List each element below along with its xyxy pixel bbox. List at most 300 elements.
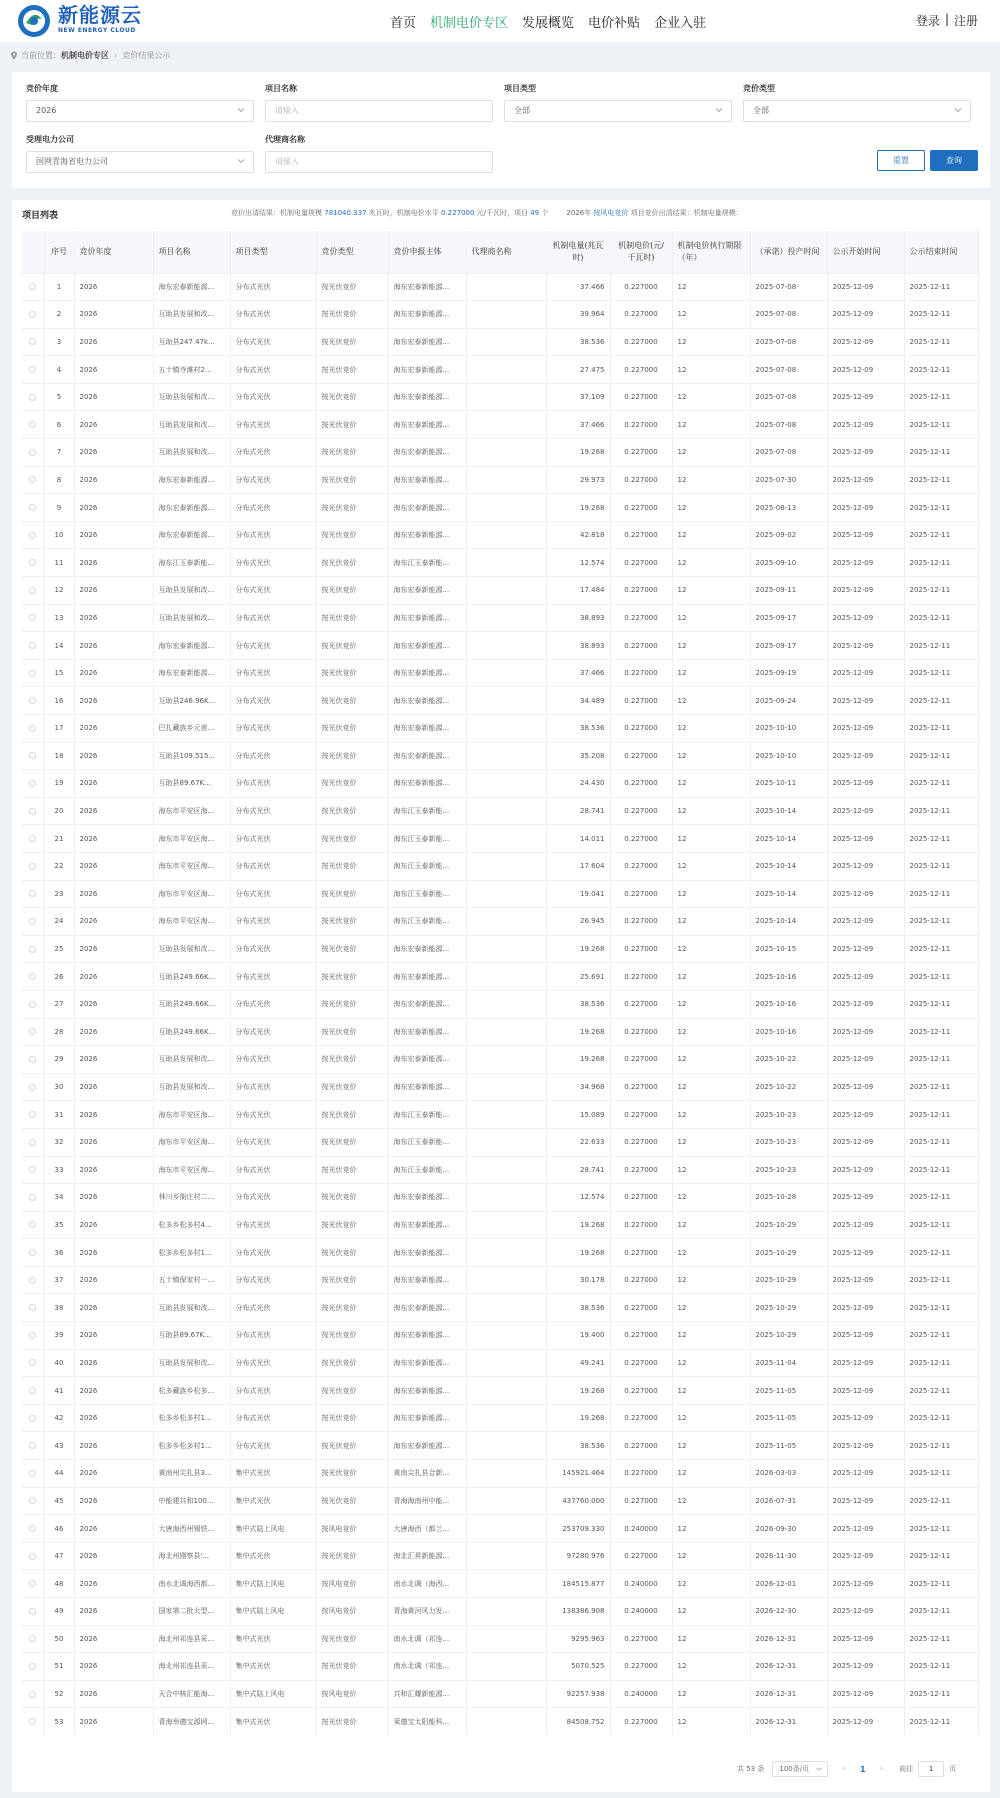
breadcrumb-prefix: 当前位置： xyxy=(21,51,61,60)
table-header: 机制电价执行期限（年） xyxy=(672,231,750,273)
table-row[interactable] xyxy=(22,1460,978,1488)
cell-row-index: 9 xyxy=(44,494,74,522)
summary-wind-link[interactable]: 按风电竞价 xyxy=(593,209,629,217)
cell-project-type: 分布式光伏 xyxy=(230,1432,316,1460)
table-row[interactable] xyxy=(22,356,978,384)
table-row[interactable] xyxy=(22,1073,978,1101)
cell-publicity-start: 2025-12-09 xyxy=(827,990,904,1018)
row-radio-cell xyxy=(22,1460,44,1488)
cell-publicity-end: 2025-12-11 xyxy=(904,659,978,687)
row-radio-icon[interactable] xyxy=(29,394,36,401)
row-radio-icon[interactable] xyxy=(29,808,36,815)
cell-mechanism-energy: 145921.464 xyxy=(546,1460,610,1488)
cell-project-name: 互助县发展和改... xyxy=(153,604,230,632)
cell-execution-period: 12 xyxy=(672,1266,750,1294)
row-radio-icon[interactable] xyxy=(29,421,36,428)
cell-row-index: 15 xyxy=(44,659,74,687)
row-radio-icon[interactable] xyxy=(29,918,36,925)
cell-bid-applicant: 大唐海西（都兰... xyxy=(388,1515,466,1543)
cell-bid-year: 2026 xyxy=(74,742,153,770)
row-radio-icon[interactable] xyxy=(29,1415,36,1422)
cell-bid-type: 按光伏竞价 xyxy=(316,273,388,301)
location-pin-icon xyxy=(10,51,18,60)
row-radio-icon[interactable] xyxy=(29,946,36,953)
cell-execution-period: 12 xyxy=(672,604,750,632)
cell-publicity-end: 2025-12-11 xyxy=(904,770,978,798)
agent-name-input[interactable]: 请输入 xyxy=(265,151,493,173)
cell-project-name: 海东市平安区海... xyxy=(153,852,230,880)
breadcrumb-current[interactable]: 机制电价专区 xyxy=(61,51,109,60)
cell-mechanism-price: 0.227000 xyxy=(610,466,672,494)
bid-type-select-value: 全部 xyxy=(753,106,769,115)
row-radio-icon[interactable] xyxy=(29,1470,36,1477)
row-radio-icon[interactable] xyxy=(29,338,36,345)
row-radio-icon[interactable] xyxy=(29,1001,36,1008)
row-radio-cell xyxy=(22,852,44,880)
row-radio-icon[interactable] xyxy=(29,311,36,318)
new-energy-cloud-logo[interactable] xyxy=(16,3,52,39)
table-row[interactable] xyxy=(22,935,978,963)
pagination xyxy=(737,1761,956,1777)
cell-mechanism-energy: 5070.525 xyxy=(546,1653,610,1681)
cell-bid-applicant: 海东宏泰新能源... xyxy=(388,521,466,549)
cell-bid-year: 2026 xyxy=(74,825,153,853)
cell-mechanism-energy: 49.241 xyxy=(546,1349,610,1377)
cell-agent-name xyxy=(466,1377,546,1405)
cell-project-type: 分布式光伏 xyxy=(230,356,316,384)
prev-page-button[interactable]: ‹ xyxy=(842,1764,846,1774)
row-radio-icon[interactable] xyxy=(29,1442,36,1449)
cell-bid-year: 2026 xyxy=(74,1377,153,1405)
project-type-select-value: 全部 xyxy=(514,106,530,115)
row-radio-icon[interactable] xyxy=(29,890,36,897)
row-radio-icon[interactable] xyxy=(29,1663,36,1670)
row-radio-icon[interactable] xyxy=(29,973,36,980)
row-radio-cell xyxy=(22,577,44,605)
cell-execution-period: 12 xyxy=(672,1653,750,1681)
cell-mechanism-energy: 26.945 xyxy=(546,908,610,936)
cell-bid-year: 2026 xyxy=(74,632,153,660)
cell-agent-name xyxy=(466,1653,546,1681)
table-row[interactable] xyxy=(22,963,978,991)
row-radio-icon[interactable] xyxy=(29,697,36,704)
table-row[interactable] xyxy=(22,1101,978,1129)
table-row[interactable] xyxy=(22,411,978,439)
row-radio-cell xyxy=(22,273,44,301)
cell-project-type: 分布式光伏 xyxy=(230,1322,316,1350)
login-link[interactable]: 登录 xyxy=(915,14,940,28)
row-radio-icon[interactable] xyxy=(29,1691,36,1698)
row-radio-icon[interactable] xyxy=(29,1166,36,1173)
row-radio-icon[interactable] xyxy=(29,559,36,566)
main-nav xyxy=(390,12,720,31)
cell-bid-year: 2026 xyxy=(74,383,153,411)
cell-execution-period: 12 xyxy=(672,494,750,522)
cell-project-type: 分布式光伏 xyxy=(230,549,316,577)
row-radio-icon[interactable] xyxy=(29,1277,36,1284)
row-radio-icon[interactable] xyxy=(29,283,36,290)
cell-publicity-end: 2025-12-11 xyxy=(904,273,978,301)
table-row[interactable] xyxy=(22,742,978,770)
table-row[interactable] xyxy=(22,1322,978,1350)
table-row[interactable] xyxy=(22,880,978,908)
row-radio-icon[interactable] xyxy=(29,1718,36,1725)
nav-mechanism-price-zone[interactable]: 机制电价专区 xyxy=(430,16,509,31)
cell-bid-year: 2026 xyxy=(74,770,153,798)
cell-agent-name xyxy=(466,990,546,1018)
row-radio-icon[interactable] xyxy=(29,780,36,787)
cell-bid-type: 按光伏竞价 xyxy=(316,383,388,411)
cell-mechanism-energy: 37.109 xyxy=(546,383,610,411)
cell-row-index: 22 xyxy=(44,852,74,880)
cell-operation-date: 2025-07-08 xyxy=(750,273,827,301)
table-row[interactable] xyxy=(22,908,978,936)
query-button[interactable]: 查询 xyxy=(930,150,978,171)
cell-publicity-start: 2025-12-09 xyxy=(827,742,904,770)
table-row[interactable] xyxy=(22,1184,978,1212)
next-page-button[interactable]: › xyxy=(879,1764,884,1774)
reset-button[interactable]: 重置 xyxy=(877,150,925,171)
cell-bid-type: 按光伏竞价 xyxy=(316,521,388,549)
cell-publicity-end: 2025-12-11 xyxy=(904,1432,978,1460)
cell-operation-date: 2025-07-08 xyxy=(750,356,827,384)
table-row[interactable] xyxy=(22,1515,978,1543)
project-name-input[interactable]: 请输入 xyxy=(265,100,493,122)
cell-publicity-start: 2025-12-09 xyxy=(827,963,904,991)
cell-bid-year: 2026 xyxy=(74,935,153,963)
filter-year-label: 竞价年度 xyxy=(26,84,58,93)
table-row[interactable] xyxy=(22,1653,978,1681)
cell-bid-type: 按光伏竞价 xyxy=(316,990,388,1018)
row-radio-icon[interactable] xyxy=(29,835,36,842)
cell-mechanism-energy: 34.968 xyxy=(546,1073,610,1101)
row-radio-icon[interactable] xyxy=(29,587,36,594)
brand-name-en: NEW ENERGY CLOUD xyxy=(58,27,136,34)
cell-agent-name xyxy=(466,1598,546,1626)
row-radio-icon[interactable] xyxy=(29,1608,36,1615)
cell-bid-type: 按光伏竞价 xyxy=(316,1266,388,1294)
cell-project-name: 海东宏泰新能源... xyxy=(153,466,230,494)
cell-project-type: 分布式光伏 xyxy=(230,1018,316,1046)
cell-bid-applicant: 海东宏泰新能源... xyxy=(388,1073,466,1101)
cell-bid-applicant: 青海海南州中能... xyxy=(388,1487,466,1515)
cell-bid-applicant: 海东宏泰新能源... xyxy=(388,1239,466,1267)
cell-execution-period: 12 xyxy=(672,577,750,605)
summary-text-1: 竞价出清结果：机制电量规模 xyxy=(231,209,325,217)
page-size-select[interactable] xyxy=(772,1761,828,1777)
row-radio-icon[interactable] xyxy=(29,504,36,511)
nav-home[interactable]: 首页 xyxy=(390,16,417,31)
cell-bid-year: 2026 xyxy=(74,1101,153,1129)
table-row[interactable] xyxy=(22,990,978,1018)
cell-agent-name xyxy=(466,742,546,770)
cell-mechanism-price: 0.227000 xyxy=(610,1156,672,1184)
cell-bid-year: 2026 xyxy=(74,1460,153,1488)
cell-row-index: 33 xyxy=(44,1156,74,1184)
table-header: 公示开始时间 xyxy=(827,231,904,273)
table-row[interactable] xyxy=(22,687,978,715)
cell-project-type: 分布式光伏 xyxy=(230,715,316,743)
cell-agent-name xyxy=(466,1239,546,1267)
row-radio-icon[interactable] xyxy=(29,1635,36,1642)
table-row[interactable] xyxy=(22,1542,978,1570)
table-row[interactable] xyxy=(22,1018,978,1046)
table-row[interactable] xyxy=(22,301,978,329)
cell-execution-period: 12 xyxy=(672,1046,750,1074)
row-radio-icon[interactable] xyxy=(29,670,36,677)
cell-mechanism-price: 0.227000 xyxy=(610,1101,672,1129)
nav-enterprise-entry[interactable]: 企业入驻 xyxy=(654,16,707,31)
table-row[interactable] xyxy=(22,632,978,660)
cell-bid-applicant: 海东江玉泰新能... xyxy=(388,880,466,908)
cell-row-index: 28 xyxy=(44,1018,74,1046)
cell-mechanism-energy: 30.178 xyxy=(546,1266,610,1294)
cell-publicity-start: 2025-12-09 xyxy=(827,1377,904,1405)
cell-execution-period: 12 xyxy=(672,328,750,356)
table-row[interactable] xyxy=(22,466,978,494)
table-row[interactable] xyxy=(22,273,978,301)
row-radio-icon[interactable] xyxy=(29,1111,36,1118)
table-row[interactable] xyxy=(22,770,978,798)
cell-execution-period: 12 xyxy=(672,1542,750,1570)
table-row[interactable] xyxy=(22,1570,978,1598)
row-radio-icon[interactable] xyxy=(29,1387,36,1394)
cell-bid-applicant: 海东宏泰新能源... xyxy=(388,1404,466,1432)
cell-mechanism-price: 0.227000 xyxy=(610,1432,672,1460)
cell-mechanism-price: 0.227000 xyxy=(610,1184,672,1212)
cell-agent-name xyxy=(466,439,546,467)
cell-bid-applicant: 海东宏泰新能源... xyxy=(388,439,466,467)
bid-type-select[interactable] xyxy=(743,100,971,122)
goto-page-input[interactable]: 1 xyxy=(918,1761,944,1777)
cell-publicity-start: 2025-12-09 xyxy=(827,466,904,494)
table-row[interactable] xyxy=(22,1598,978,1626)
table-row[interactable] xyxy=(22,549,978,577)
table-row[interactable] xyxy=(22,1708,978,1736)
brand-name[interactable] xyxy=(58,3,142,35)
row-radio-icon[interactable] xyxy=(29,642,36,649)
cell-operation-date: 2025-11-05 xyxy=(750,1404,827,1432)
cell-publicity-start: 2025-12-09 xyxy=(827,1349,904,1377)
cell-operation-date: 2025-10-15 xyxy=(750,935,827,963)
power-company-select[interactable] xyxy=(26,151,254,173)
cell-project-type: 分布式光伏 xyxy=(230,521,316,549)
table-row[interactable] xyxy=(22,1377,978,1405)
cell-project-name: 互助县发展和改... xyxy=(153,1073,230,1101)
cell-mechanism-price: 0.227000 xyxy=(610,1708,672,1736)
cell-agent-name xyxy=(466,1322,546,1350)
cell-bid-year: 2026 xyxy=(74,604,153,632)
cell-mechanism-energy: 19.268 xyxy=(546,494,610,522)
row-radio-icon[interactable] xyxy=(29,725,36,732)
row-radio-cell xyxy=(22,1653,44,1681)
nav-price-subsidy[interactable]: 电价补贴 xyxy=(588,16,641,31)
table-row[interactable] xyxy=(22,1404,978,1432)
cell-agent-name xyxy=(466,852,546,880)
cell-operation-date: 2025-09-24 xyxy=(750,687,827,715)
row-radio-icon[interactable] xyxy=(29,1084,36,1091)
cell-row-index: 4 xyxy=(44,356,74,384)
cell-publicity-end: 2025-12-11 xyxy=(904,715,978,743)
cell-bid-type: 按光伏竞价 xyxy=(316,852,388,880)
cell-row-index: 46 xyxy=(44,1515,74,1543)
table-row[interactable] xyxy=(22,1128,978,1156)
row-radio-cell xyxy=(22,1018,44,1046)
row-radio-icon[interactable] xyxy=(29,366,36,373)
cell-publicity-start: 2025-12-09 xyxy=(827,1266,904,1294)
cell-mechanism-price: 0.227000 xyxy=(610,328,672,356)
cell-project-type: 集中式陆上风电 xyxy=(230,1598,316,1626)
table-row[interactable] xyxy=(22,1266,978,1294)
row-radio-icon[interactable] xyxy=(29,614,36,621)
auth-links xyxy=(916,12,978,29)
row-radio-icon[interactable] xyxy=(29,1221,36,1228)
row-radio-icon[interactable] xyxy=(29,476,36,483)
cell-mechanism-energy: 9295.963 xyxy=(546,1625,610,1653)
row-radio-icon[interactable] xyxy=(29,449,36,456)
cell-project-name: 海东宏泰新能源... xyxy=(153,659,230,687)
cell-mechanism-price: 0.227000 xyxy=(610,797,672,825)
cell-operation-date: 2025-10-28 xyxy=(750,1184,827,1212)
row-radio-cell xyxy=(22,1266,44,1294)
table-row[interactable] xyxy=(22,852,978,880)
row-radio-icon[interactable] xyxy=(29,863,36,870)
row-radio-icon[interactable] xyxy=(29,1553,36,1560)
cell-mechanism-energy: 97280.976 xyxy=(546,1542,610,1570)
cell-project-type: 集中式光伏 xyxy=(230,1625,316,1653)
table-row[interactable] xyxy=(22,1625,978,1653)
row-radio-icon[interactable] xyxy=(29,1028,36,1035)
cell-publicity-start: 2025-12-09 xyxy=(827,880,904,908)
cell-bid-year: 2026 xyxy=(74,659,153,687)
table-header: 机制电价(元/千瓦时) xyxy=(610,231,672,273)
table-row[interactable] xyxy=(22,439,978,467)
cell-bid-type: 按光伏竞价 xyxy=(316,301,388,329)
table-row[interactable] xyxy=(22,521,978,549)
row-radio-icon[interactable] xyxy=(29,532,36,539)
cell-execution-period: 12 xyxy=(672,1101,750,1129)
table-row[interactable] xyxy=(22,1156,978,1184)
nav-development-overview[interactable]: 发展概览 xyxy=(522,16,575,31)
cell-publicity-end: 2025-12-11 xyxy=(904,549,978,577)
cell-publicity-end: 2025-12-11 xyxy=(904,1598,978,1626)
row-radio-cell xyxy=(22,1349,44,1377)
cell-bid-applicant: 海东宏泰新能源... xyxy=(388,1184,466,1212)
table-row[interactable] xyxy=(22,659,978,687)
cell-mechanism-price: 0.227000 xyxy=(610,1653,672,1681)
table-row[interactable] xyxy=(22,1294,978,1322)
cell-bid-year: 2026 xyxy=(74,494,153,522)
table-row[interactable] xyxy=(22,577,978,605)
cell-bid-year: 2026 xyxy=(74,908,153,936)
row-radio-icon[interactable] xyxy=(29,1304,36,1311)
table-row[interactable] xyxy=(22,383,978,411)
cell-bid-type: 按光伏竞价 xyxy=(316,742,388,770)
cell-mechanism-energy: 28.741 xyxy=(546,797,610,825)
row-radio-icon[interactable] xyxy=(29,1194,36,1201)
summary-text-2: 兆瓦时，机制电价水平 xyxy=(366,209,441,217)
cell-execution-period: 12 xyxy=(672,880,750,908)
cell-mechanism-energy: 38.536 xyxy=(546,1294,610,1322)
cell-agent-name xyxy=(466,383,546,411)
cell-execution-period: 12 xyxy=(672,521,750,549)
row-radio-icon[interactable] xyxy=(29,1359,36,1366)
table-row[interactable] xyxy=(22,1349,978,1377)
table-row[interactable] xyxy=(22,1432,978,1460)
cell-mechanism-energy: 19.268 xyxy=(546,935,610,963)
table-row[interactable] xyxy=(22,1680,978,1708)
cell-row-index: 39 xyxy=(44,1322,74,1350)
chevron-down-icon xyxy=(236,156,246,166)
cell-project-name: 互助县发展和改... xyxy=(153,1046,230,1074)
cell-project-name: 互助县发展和改... xyxy=(153,935,230,963)
table-row[interactable] xyxy=(22,1211,978,1239)
cell-operation-date: 2025-07-08 xyxy=(750,439,827,467)
row-radio-icon[interactable] xyxy=(29,1525,36,1532)
cell-publicity-start: 2025-12-09 xyxy=(827,1598,904,1626)
table-row[interactable] xyxy=(22,328,978,356)
row-radio-icon[interactable] xyxy=(29,1497,36,1504)
cell-execution-period: 12 xyxy=(672,770,750,798)
table-row[interactable] xyxy=(22,825,978,853)
cell-project-name: 海东江玉泰新能... xyxy=(153,549,230,577)
cell-operation-date: 2025-10-10 xyxy=(750,742,827,770)
table-row[interactable] xyxy=(22,1487,978,1515)
row-radio-icon[interactable] xyxy=(29,1139,36,1146)
cell-bid-year: 2026 xyxy=(74,301,153,329)
cell-project-type: 分布式光伏 xyxy=(230,1294,316,1322)
cell-row-index: 31 xyxy=(44,1101,74,1129)
cell-bid-year: 2026 xyxy=(74,1184,153,1212)
cell-project-type: 分布式光伏 xyxy=(230,963,316,991)
cell-publicity-end: 2025-12-11 xyxy=(904,1101,978,1129)
top-header xyxy=(0,0,1000,42)
table-row[interactable] xyxy=(22,494,978,522)
project-list-panel xyxy=(12,200,990,1792)
cell-bid-year: 2026 xyxy=(74,687,153,715)
row-radio-cell xyxy=(22,963,44,991)
cell-mechanism-energy: 84508.752 xyxy=(546,1708,610,1736)
cell-project-type: 分布式光伏 xyxy=(230,1239,316,1267)
table-row[interactable] xyxy=(22,1046,978,1074)
page-number-current[interactable]: 1 xyxy=(859,1764,866,1774)
cell-mechanism-energy: 92257.938 xyxy=(546,1680,610,1708)
register-link[interactable]: 注册 xyxy=(953,14,978,28)
cell-bid-type: 按光伏竞价 xyxy=(316,1432,388,1460)
row-radio-cell xyxy=(22,356,44,384)
cell-bid-applicant: 莱德宝太阳能科... xyxy=(388,1708,466,1736)
year-select[interactable] xyxy=(26,100,254,122)
cell-bid-type: 按光伏竞价 xyxy=(316,1073,388,1101)
project-type-select[interactable] xyxy=(504,100,732,122)
row-radio-icon[interactable] xyxy=(29,752,36,759)
table-row[interactable] xyxy=(22,715,978,743)
row-radio-icon[interactable] xyxy=(29,1249,36,1256)
table-row[interactable] xyxy=(22,797,978,825)
table-row[interactable] xyxy=(22,604,978,632)
table-row[interactable] xyxy=(22,1239,978,1267)
cell-bid-type: 按光伏竞价 xyxy=(316,1625,388,1653)
row-radio-icon[interactable] xyxy=(29,1332,36,1339)
cell-project-name: 海北州祁连县采... xyxy=(153,1625,230,1653)
cell-row-index: 2 xyxy=(44,301,74,329)
row-radio-cell xyxy=(22,1625,44,1653)
cell-bid-applicant: 海东宏泰新能源... xyxy=(388,742,466,770)
table-header: 竞价申报主体 xyxy=(388,231,466,273)
row-radio-icon[interactable] xyxy=(29,1056,36,1063)
row-radio-icon[interactable] xyxy=(29,1580,36,1587)
cell-mechanism-price: 0.227000 xyxy=(610,632,672,660)
